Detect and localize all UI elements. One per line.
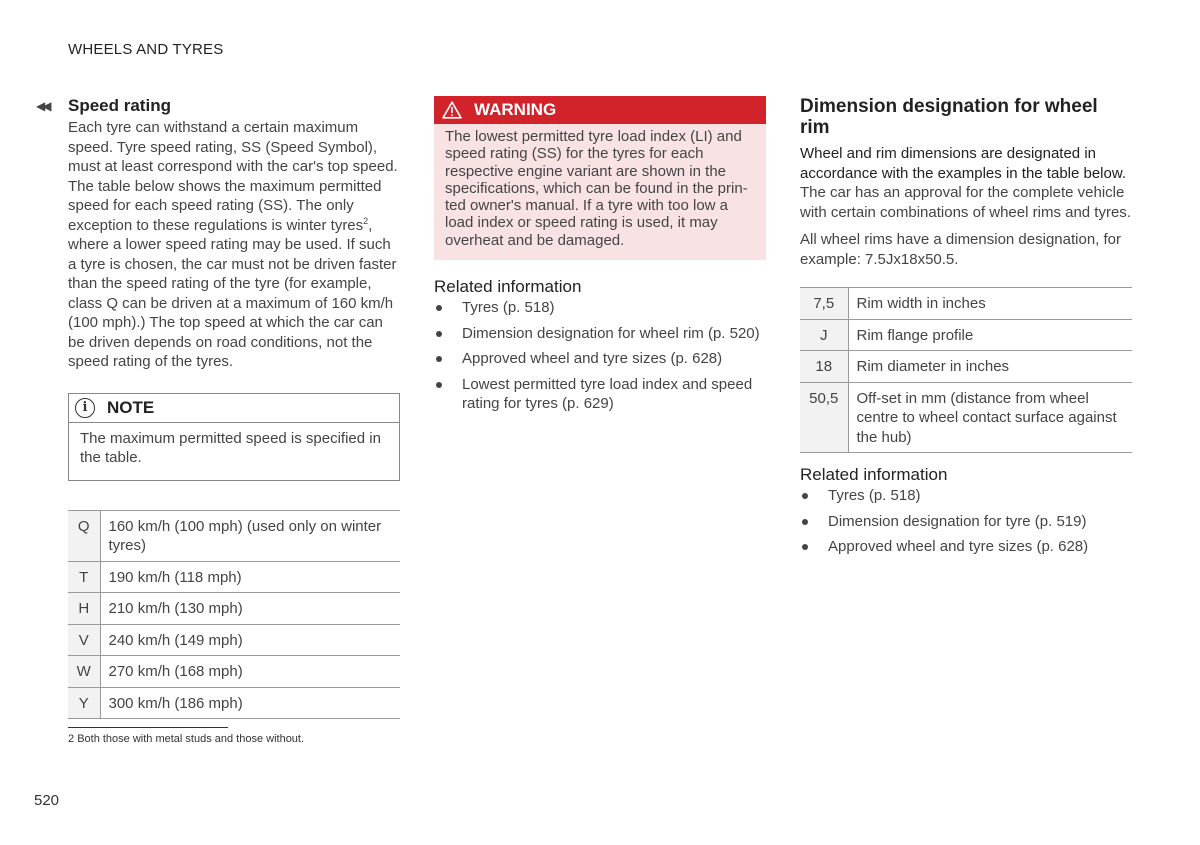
rim-code: J	[800, 319, 848, 351]
warning-triangle-icon	[442, 101, 462, 119]
related-link-approved-sizes[interactable]: Approved wheel and tyre sizes (p. 628)	[434, 349, 766, 369]
speed-rating-body-part2: , where a lower speed rating may be used. If such a tyre is chosen, the car must not be driven faster than the speed rating of the tyre (for example, class Q can be driven at a maximum of 160 km/h (100 mph).) The top speed at which the car can be driven depends on road conditions, not the speed rating of the tyres.	[68, 216, 397, 370]
related-link-lowest-load-index[interactable]: Lowest permitted tyre load index and speed rating for tyres (p. 629)	[434, 375, 766, 414]
table-row	[800, 319, 1132, 351]
related-information-heading: Related information	[434, 277, 582, 297]
rim-value: Rim width in inches	[848, 288, 1132, 320]
speed-code: T	[68, 561, 100, 593]
speed-value: 210 km/h (130 mph)	[100, 593, 400, 625]
table-row	[68, 656, 400, 688]
rim-code: 50,5	[800, 382, 848, 453]
table-row	[800, 351, 1132, 383]
page-number: 520	[34, 792, 60, 809]
warning-title: WARNING	[474, 100, 557, 120]
warning-body	[434, 124, 766, 260]
table-row	[68, 510, 400, 561]
speed-rating-heading: Speed rating	[68, 96, 171, 115]
footnote-marker: 2	[68, 733, 75, 745]
related-link-dimension-tyre[interactable]: Dimension designation for tyre (p. 519)	[800, 512, 1132, 532]
table-row	[68, 593, 400, 625]
note-header	[69, 394, 399, 423]
speed-code: Q	[68, 510, 100, 561]
speed-value: 160 km/h (100 mph) (used only on winter tyres)	[100, 510, 400, 561]
speed-rating-body	[68, 118, 400, 372]
note-text: The maximum permitted speed is specified in the table.	[80, 429, 381, 466]
footnote	[68, 732, 304, 746]
info-icon: i	[75, 398, 95, 418]
rim-value: Off-set in mm (distance from wheel centre to wheel contact surface against the hub)	[848, 382, 1132, 453]
related-information-list	[434, 298, 766, 414]
table-row	[68, 687, 400, 719]
note-body	[69, 423, 399, 480]
table-row	[68, 624, 400, 656]
related-information-heading: Related information	[800, 465, 948, 484]
speed-value: 270 km/h (168 mph)	[100, 656, 400, 688]
related-link-tyres[interactable]: Tyres (p. 518)	[800, 486, 1132, 506]
speed-rating-column	[68, 96, 400, 719]
rim-value: Rim diameter in inches	[848, 351, 1132, 383]
note-title: NOTE	[107, 397, 155, 417]
related-link-approved-sizes[interactable]: Approved wheel and tyre sizes (p. 628)	[800, 537, 1132, 557]
dimension-lead: Wheel and rim dimensions are designated in accordance with the examples in the table below.	[800, 145, 1127, 182]
warning-column	[434, 96, 766, 420]
section-header: WHEELS AND TYRES	[68, 41, 224, 58]
speed-value: 190 km/h (118 mph)	[100, 561, 400, 593]
dimension-heading: Dimension designation for wheel rim	[800, 96, 1098, 138]
rim-code: 18	[800, 351, 848, 383]
related-link-dimension-wheel-rim[interactable]: Dimension designation for wheel rim (p. 520)	[434, 324, 766, 344]
warning-box	[434, 96, 766, 260]
dimension-column	[800, 96, 1132, 563]
footnote-divider	[68, 727, 228, 728]
table-row	[68, 561, 400, 593]
speed-rating-table	[68, 510, 400, 720]
footnote-ref: 2	[363, 215, 369, 226]
footnote-text: Both those with metal studs and those without.	[77, 733, 305, 745]
speed-code: W	[68, 656, 100, 688]
speed-code: V	[68, 624, 100, 656]
related-information-list	[800, 486, 1132, 557]
rim-code: 7,5	[800, 288, 848, 320]
speed-value: 240 km/h (149 mph)	[100, 624, 400, 656]
continued-double-arrow-icon: ◀◀	[36, 99, 49, 113]
speed-code: H	[68, 593, 100, 625]
related-link-tyres[interactable]: Tyres (p. 518)	[434, 298, 766, 318]
dimension-para2: All wheel rims have a dimension designation, for example: 7.5Jx18x50.5.	[800, 231, 1121, 268]
warning-header	[434, 96, 766, 124]
warning-text: The lowest permitted tyre load index (LI) and speed rating (SS) for the tyres for each respective engine variant are shown in the specifications, which can be found in the printed owner's manual. If a tyre with too low a load index or speed rating is used, it may overheat and be damaged.	[445, 128, 748, 249]
speed-rating-body-part1: Each tyre can withstand a certain maximum speed. Tyre speed rating, SS (Speed Symbol), must at least correspond with the car's top speed. The table below shows the maximum permitted speed for each speed rating (SS). The only exception to these regulations is winter tyres	[68, 119, 398, 234]
rim-dimension-table	[800, 287, 1132, 453]
speed-code: Y	[68, 687, 100, 719]
dimension-para1: The car has an approval for the complete vehicle with certain combinations of wheel rims and tyres.	[800, 184, 1131, 221]
speed-value: 300 km/h (186 mph)	[100, 687, 400, 719]
table-row	[800, 288, 1132, 320]
note-box	[68, 393, 400, 481]
table-row	[800, 382, 1132, 453]
rim-value: Rim flange profile	[848, 319, 1132, 351]
